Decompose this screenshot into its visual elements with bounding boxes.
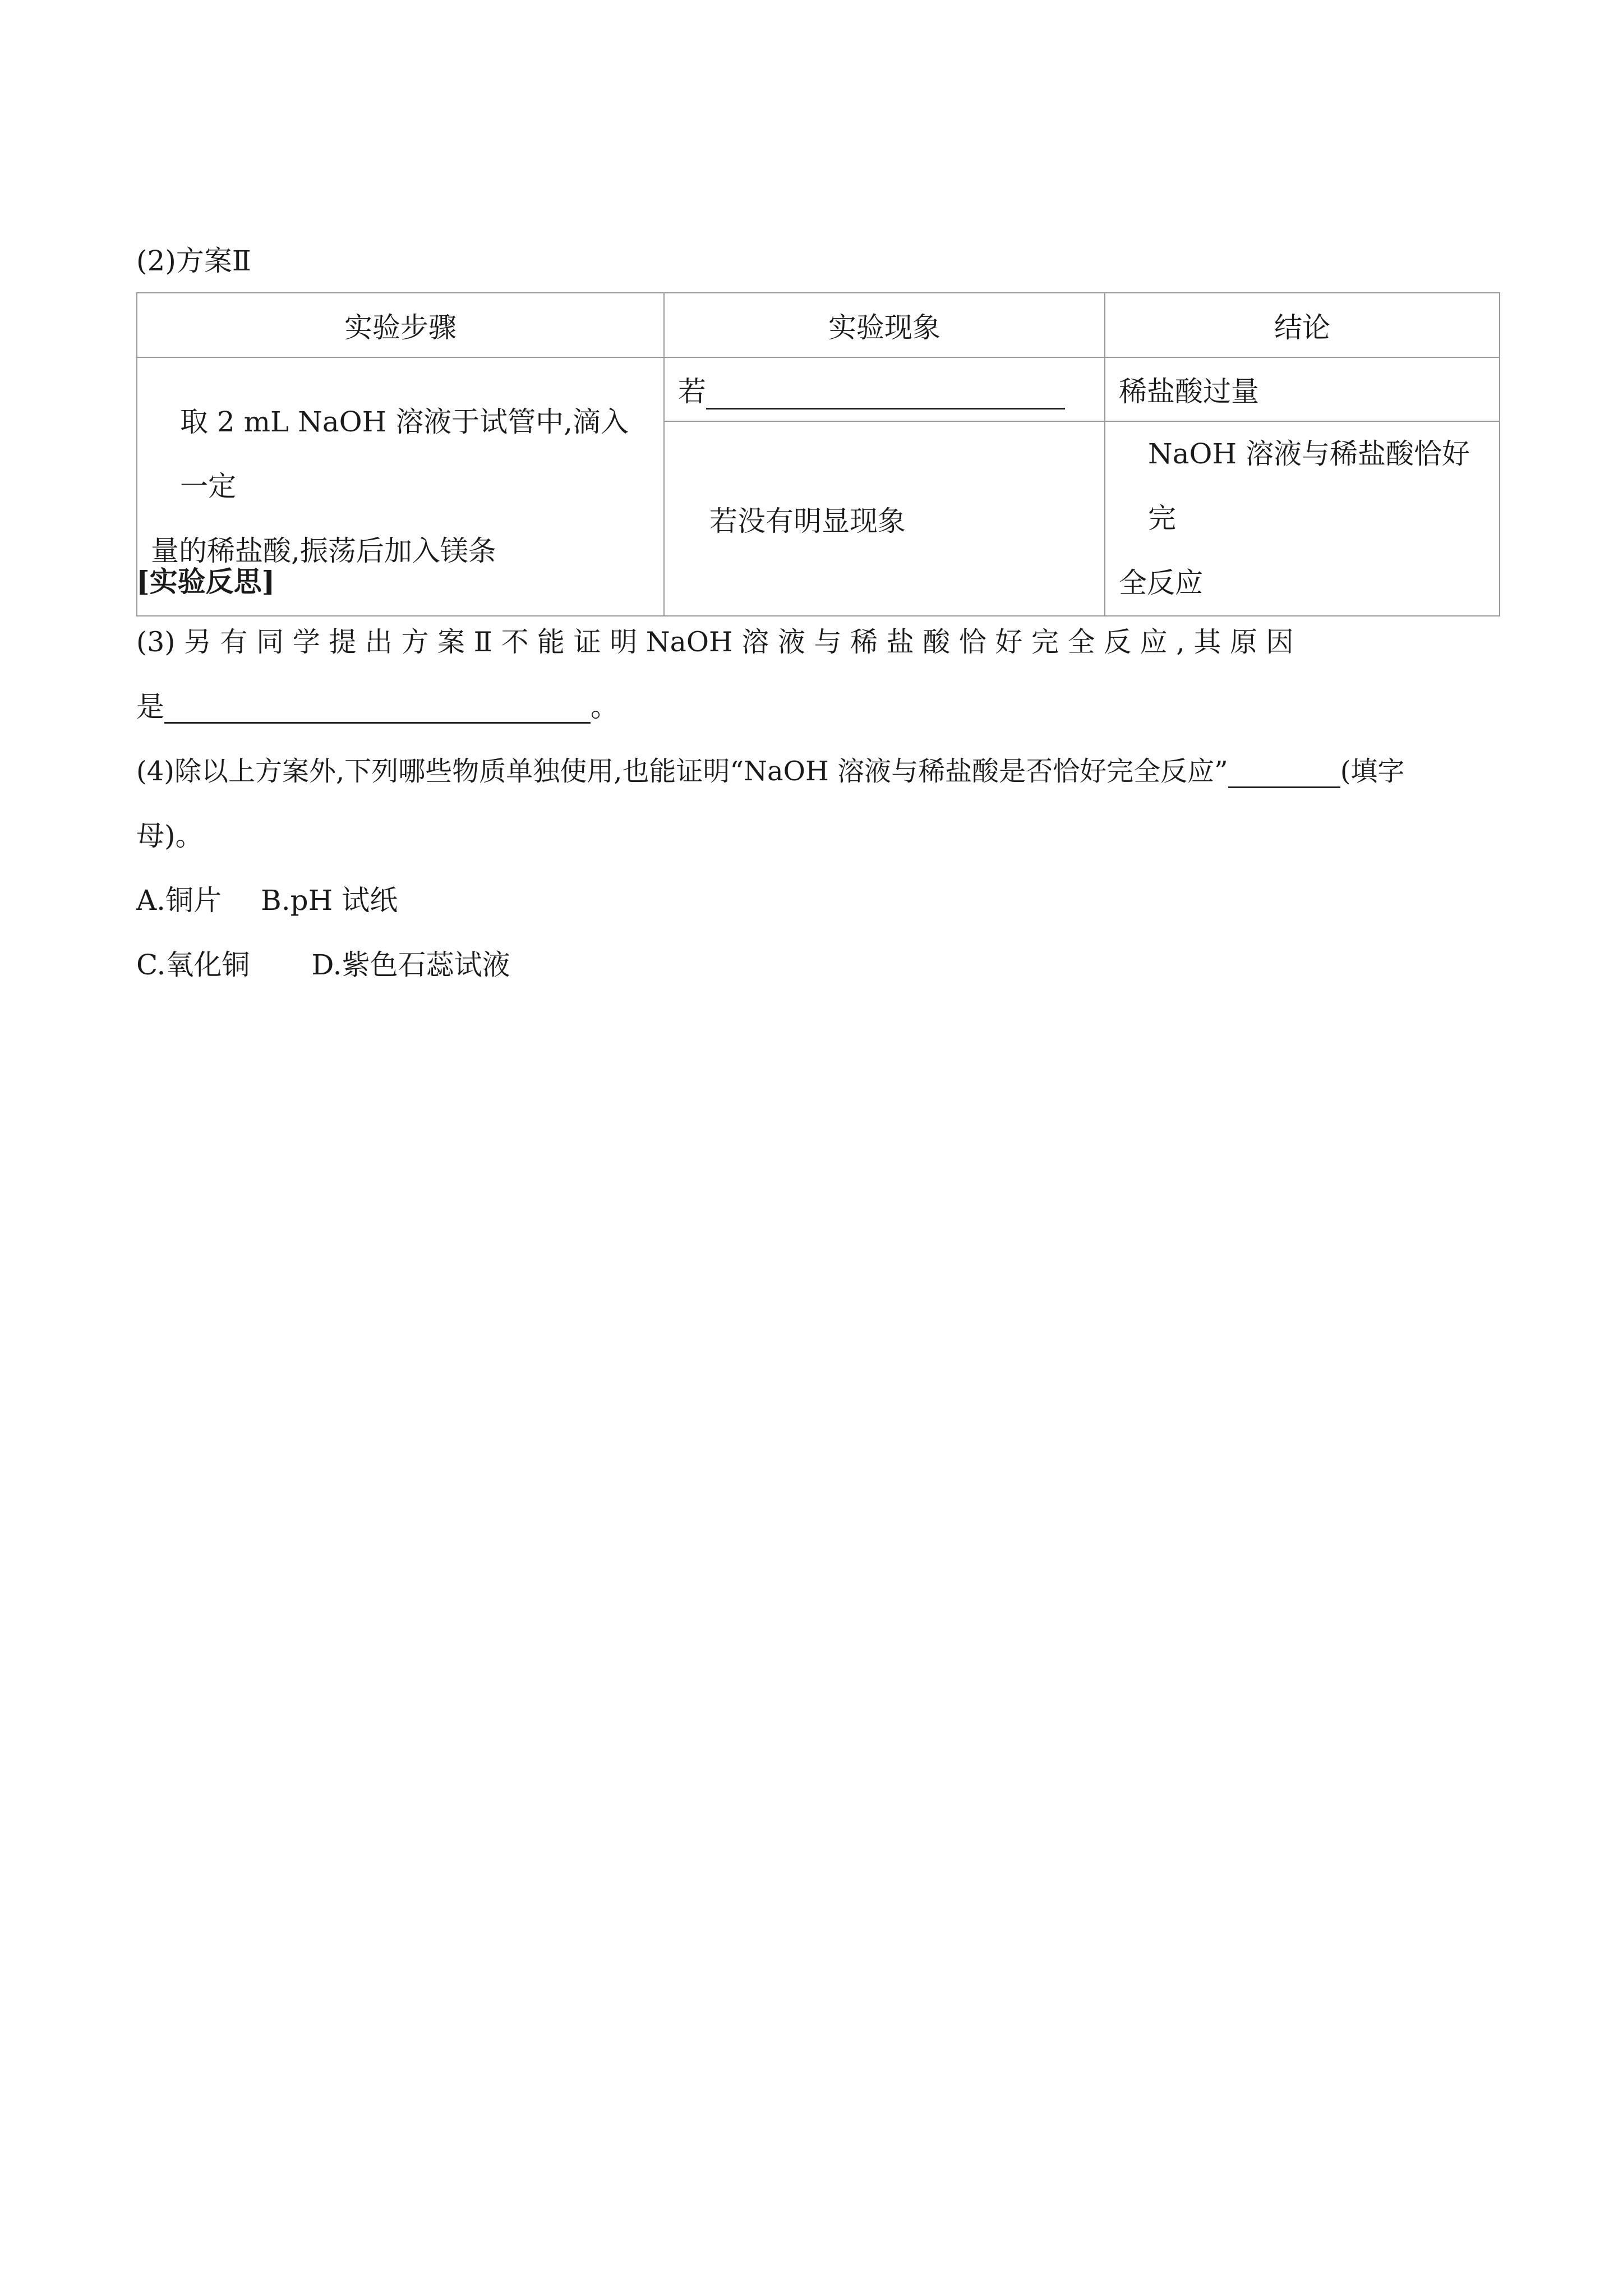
table-header-row — [137, 293, 1500, 357]
header-phenomenon: 实验现象 — [664, 293, 1105, 357]
option-d: D.紫色石蕊试液 — [311, 949, 510, 981]
phenomenon-answer-blank[interactable] — [706, 382, 1065, 409]
option-c: C.氧化铜 — [136, 949, 250, 981]
question-4-suffix: (填字 — [1340, 756, 1405, 787]
phenomenon-cell-2: 若没有明显现象 — [664, 421, 1105, 616]
conclusion-line-2: 全反应 — [1119, 567, 1203, 599]
conclusion-line-1: NaOH 溶液与稀盐酸恰好完 — [1148, 438, 1470, 535]
table-row — [137, 357, 1500, 421]
question-3-answer-blank[interactable] — [164, 696, 591, 724]
phenomenon-cell-1 — [664, 357, 1105, 421]
option-a: A.铜片 — [136, 884, 222, 917]
options-row-2 — [136, 948, 510, 982]
step-line-2: 量的稀盐酸,振荡后加入镁条 — [151, 535, 496, 567]
option-b: B.pH 试纸 — [261, 884, 398, 917]
question-3-suffix: 。 — [591, 691, 619, 723]
experiment-table — [136, 292, 1500, 616]
phenomenon-prefix: 若 — [678, 375, 706, 408]
reflection-heading: [实验反思] — [136, 565, 275, 598]
part2-heading: (2)方案Ⅱ — [136, 245, 251, 277]
question-4-line-1 — [136, 754, 1404, 788]
header-steps: 实验步骤 — [137, 293, 664, 357]
step-line-1: 取 2 mL NaOH 溶液于试管中,滴入一定 — [180, 406, 629, 503]
question-3-line-2 — [136, 690, 619, 724]
options-row-1 — [136, 884, 398, 917]
header-conclusion: 结论 — [1105, 293, 1500, 357]
question-4-text: (4)除以上方案外,下列哪些物质单独使用,也能证明“NaOH 溶液与稀盐酸是否恰好完全反应” — [136, 756, 1228, 787]
question-4-answer-blank[interactable] — [1228, 761, 1340, 788]
question-3-line-1: (3) 另 有 同 学 提 出 方 案 Ⅱ 不 能 证 明 NaOH 溶 液 与 稀 盐 酸 恰 好 完 全 反 应 , 其 原 因 — [136, 626, 1294, 658]
conclusion-cell-1: 稀盐酸过量 — [1105, 357, 1500, 421]
question-3-prefix: 是 — [136, 691, 164, 723]
conclusion-cell-2 — [1105, 421, 1500, 616]
question-4-line-2: 母)。 — [136, 820, 204, 852]
